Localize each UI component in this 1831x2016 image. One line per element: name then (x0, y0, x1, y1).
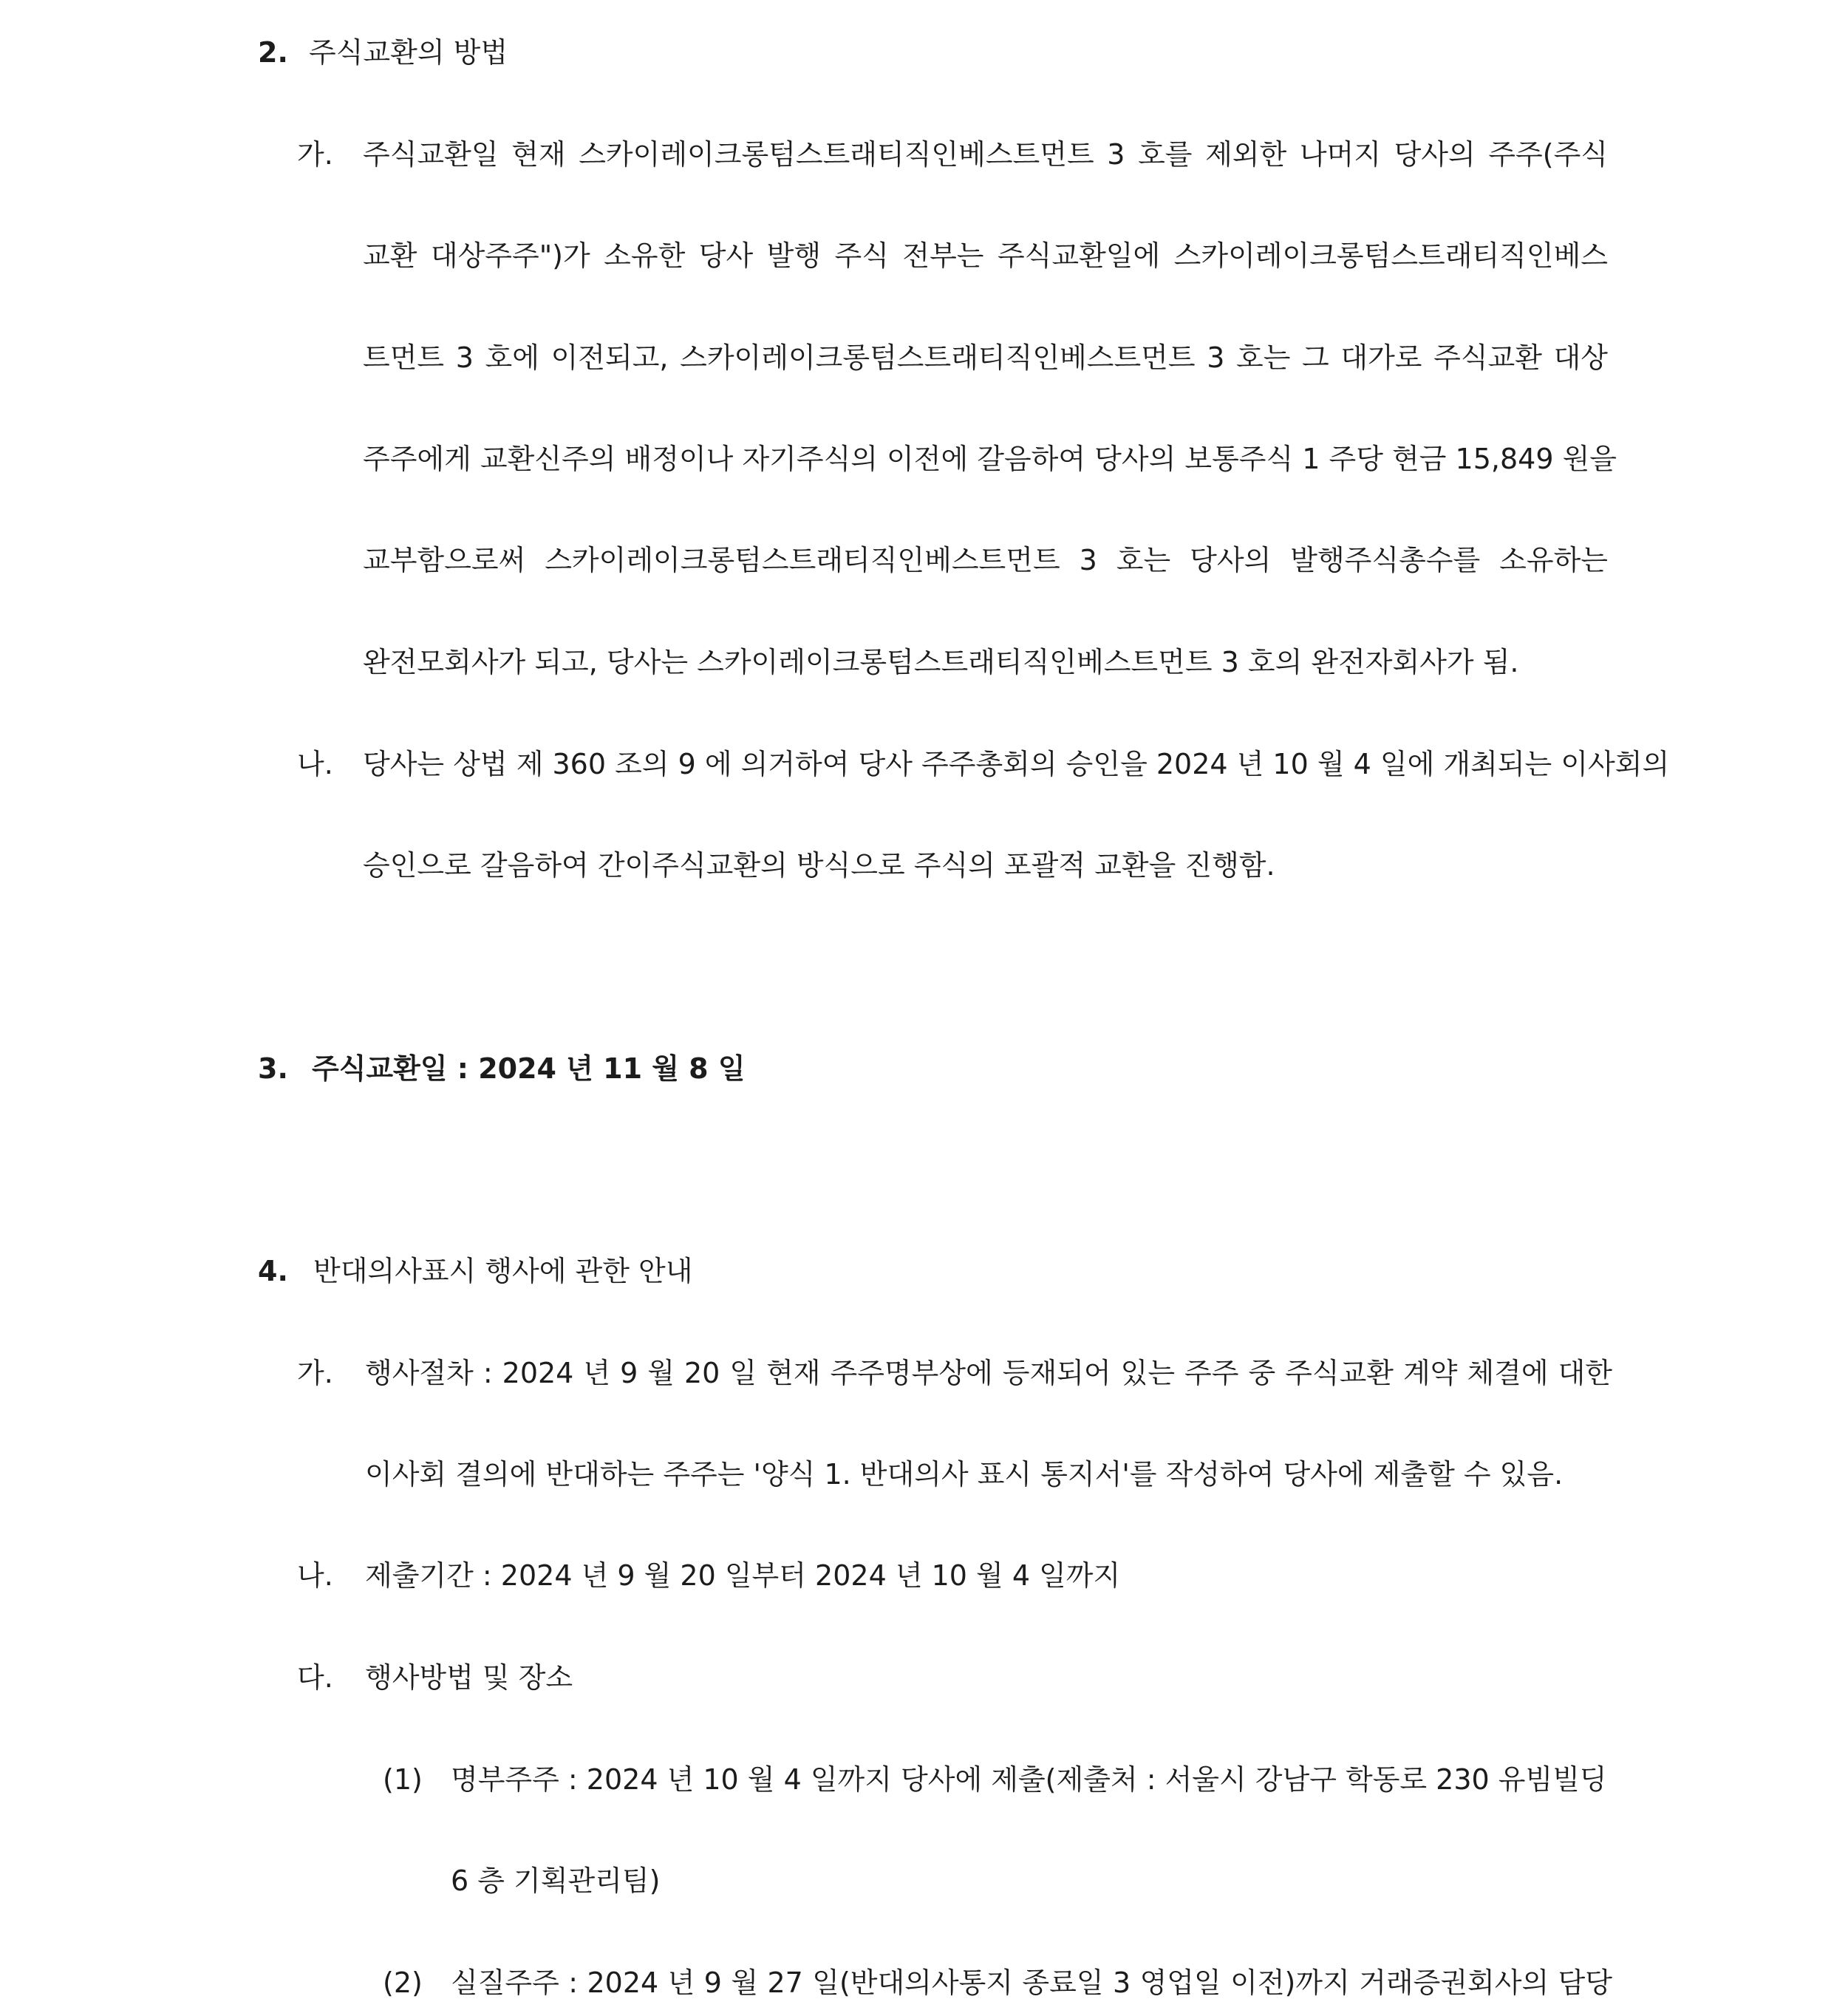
section-number: 2. (258, 36, 288, 69)
section-title: 주식교환의 방법 (309, 36, 508, 69)
item-marker: 나. (297, 748, 333, 780)
item-marker: 가. (297, 1357, 333, 1389)
subitem-marker: (2) (383, 1966, 423, 1999)
paragraph-line: 주식교환일 현재 스카이레이크롱텀스트래티직인베스트먼트 3 호를 제외한 나머지 당사의 주주(주식 (363, 138, 1608, 171)
paragraph-line: 이사회 결의에 반대하는 주주는 '양식 1. 반대의사 표시 통지서'를 작성하여 당사에 제출할 수 있음. (365, 1458, 1564, 1491)
section-title: 주식교환일 : 2024 년 11 월 8 일 (312, 1052, 746, 1085)
paragraph-line: 제출기간 : 2024 년 9 월 20 일부터 2024 년 10 월 4 일까지 (365, 1559, 1121, 1592)
paragraph-line: 명부주주 : 2024 년 10 월 4 일까지 당사에 제출(제출처 : 서울시 강남구 학동로 230 유빔빌딩 (451, 1763, 1607, 1796)
paragraph-line: 교부함으로써 스카이레이크롱텀스트래티직인베스트먼트 3 호는 당사의 발행주식총수를 소유하는 (363, 544, 1608, 576)
paragraph-line: 트먼트 3 호에 이전되고, 스카이레이크롱텀스트래티직인베스트먼트 3 호는 그 대가로 주식교환 대상 (363, 341, 1608, 374)
section-title: 반대의사표시 행사에 관한 안내 (313, 1255, 693, 1287)
paragraph-line: 행사방법 및 장소 (365, 1661, 573, 1694)
paragraph-line: 주주에게 교환신주의 배정이나 자기주식의 이전에 갈음하여 당사의 보통주식 1 주당 현금 15,849 원을 (363, 443, 1617, 475)
paragraph-line: 당사는 상법 제 360 조의 9 에 의거하여 당사 주주총회의 승인을 2024 년 10 월 4 일에 개최되는 이사회의 (363, 748, 1670, 780)
paragraph-line: 실질주주 : 2024 년 9 월 27 일(반대의사통지 종료일 3 영업일 이전)까지 거래증권회사의 담당 (451, 1966, 1612, 1999)
paragraph-line: 6 층 기획관리팀) (451, 1865, 661, 1897)
section-number: 3. (258, 1052, 288, 1085)
paragraph-line: 교환 대상주주")가 소유한 당사 발행 주식 전부는 주식교환일에 스카이레이크롱텀스트래티직인베스 (363, 239, 1608, 272)
subitem-marker: (1) (383, 1763, 423, 1796)
item-marker: 가. (297, 138, 333, 171)
section-number: 4. (258, 1255, 288, 1287)
paragraph-line: 행사절차 : 2024 년 9 월 20 일 현재 주주명부상에 등재되어 있는 주주 중 주식교환 계약 체결에 대한 (365, 1357, 1612, 1389)
item-marker: 다. (297, 1661, 333, 1694)
item-marker: 나. (297, 1559, 333, 1592)
paragraph-line: 완전모회사가 되고, 당사는 스카이레이크롱텀스트래티직인베스트먼트 3 호의 완전자회사가 됨. (363, 646, 1519, 678)
paragraph-line: 승인으로 갈음하여 간이주식교환의 방식으로 주식의 포괄적 교환을 진행함. (363, 849, 1275, 882)
